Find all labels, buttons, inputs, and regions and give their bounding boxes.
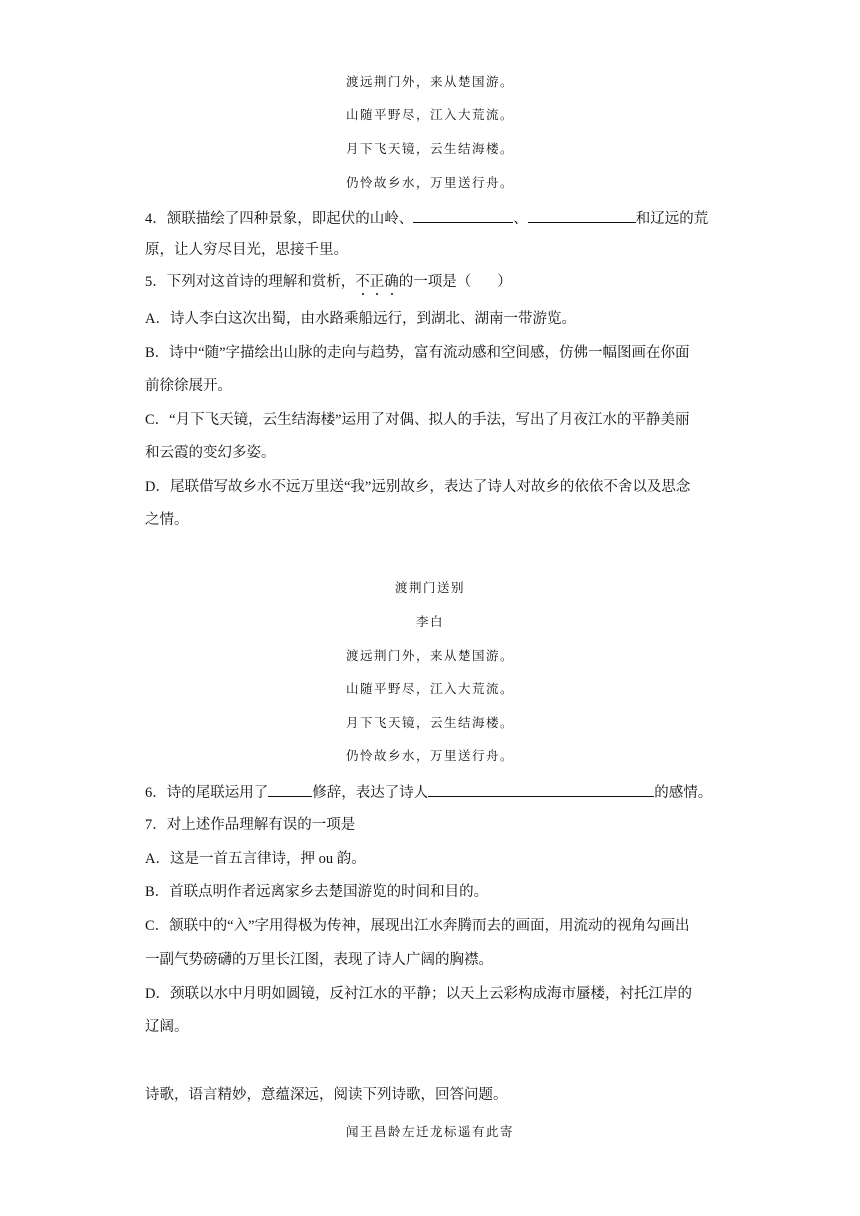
q5-prefix: 5．下列对这首诗的理解和赏析， [145,274,356,290]
q5-emph-char-3: 确 [384,274,399,290]
question-4-cont: 原，让人穷尽目光，思接千里。 [145,242,348,258]
poem3-title: 闻王昌龄左迁龙标遥有此寄 [345,1124,514,1139]
poem2-author: 李白 [415,614,444,629]
q7-option-b: B．首联点明作者远离家乡去楚国游览的时间和目的。 [145,884,489,900]
poem1-line-3: 月下飞天镜，云生结海楼。 [345,141,514,156]
q5-option-b-line-1: B．诗中“随”字描绘出山脉的走向与趋势，富有流动感和空间感，仿佛一幅图画在你面 [145,345,690,361]
q5-option-d-line-2: 之情。 [145,512,189,528]
q4-separator: 、 [513,211,528,227]
poem2-line-4: 仍怜故乡水，万里送行舟。 [345,748,514,763]
poem1-line-4: 仍怜故乡水，万里送行舟。 [345,175,514,190]
q7-option-c-line-2: 一副气势磅礴的万里长江图，表现了诗人广阔的胸襟。 [145,952,493,968]
section-intro: 诗歌，语言精妙，意蕴深远，阅读下列诗歌，回答问题。 [145,1087,508,1103]
q6-text-3: 的感情。 [654,785,713,801]
q5-emph-char-1: 不 [355,274,370,290]
q5-emph-char-2: 正 [369,274,385,290]
poem2-line-1: 渡远荆门外，来从楚国游。 [345,648,514,663]
q7-option-a: A．这是一首五言律诗，押 ou 韵。 [145,851,366,867]
question-6 [145,782,712,802]
poem2-line-2: 山随平野尽，江入大荒流。 [345,681,514,696]
q6-text-2: 修辞，表达了诗人 [312,785,429,801]
poem2-title: 渡荆门送别 [394,580,465,595]
q6-blank-1[interactable] [268,782,312,797]
q6-text-1: 6．诗的尾联运用了 [145,785,269,801]
q4-text-2: 和辽远的荒 [635,211,709,227]
poem1-line-2: 山随平野尽，江入大荒流。 [345,107,514,122]
q5-suffix: 的一项是（ [398,274,472,290]
poem2-line-3: 月下飞天镜，云生结海楼。 [345,715,514,730]
q7-option-d-line-1: D．颈联以水中月明如圆镜，反衬江水的平静；以天上云彩构成海市蜃楼，衬托江岸的 [145,986,692,1002]
question-7: 7．对上述作品理解有误的一项是 [145,817,356,833]
question-5 [145,273,512,291]
q6-blank-2[interactable] [428,782,654,797]
q7-option-c-line-1: C．颔联中的“入”字用得极为传神，展现出江水奔腾而去的画面，用流动的视角勾画出 [145,918,690,934]
question-4 [145,208,708,228]
q5-option-c-line-1: C．“月下飞天镜，云生结海楼”运用了对偶、拟人的手法，写出了月夜江水的平静美丽 [145,412,690,428]
q4-blank-2[interactable] [528,208,636,223]
q5-close: ） [497,274,512,290]
poem1-line-1: 渡远荆门外，来从楚国游。 [345,74,514,89]
q4-blank-1[interactable] [413,208,513,223]
q5-option-a: A．诗人李白这次出蜀，由水路乘船远行，到湖北、湖南一带游览。 [145,311,576,327]
q5-option-b-line-2: 前徐徐展开。 [145,378,232,394]
q5-option-c-line-2: 和云霞的变幻多姿。 [145,445,276,461]
q5-option-d-line-1: D．尾联借写故乡水不远万里送“我”远别故乡，表达了诗人对故乡的依依不舍以及思念 [145,479,691,495]
q7-option-d-line-2: 辽阔。 [145,1019,189,1035]
q4-text-1: 4．颔联描绘了四种景象，即起伏的山岭、 [145,211,414,227]
